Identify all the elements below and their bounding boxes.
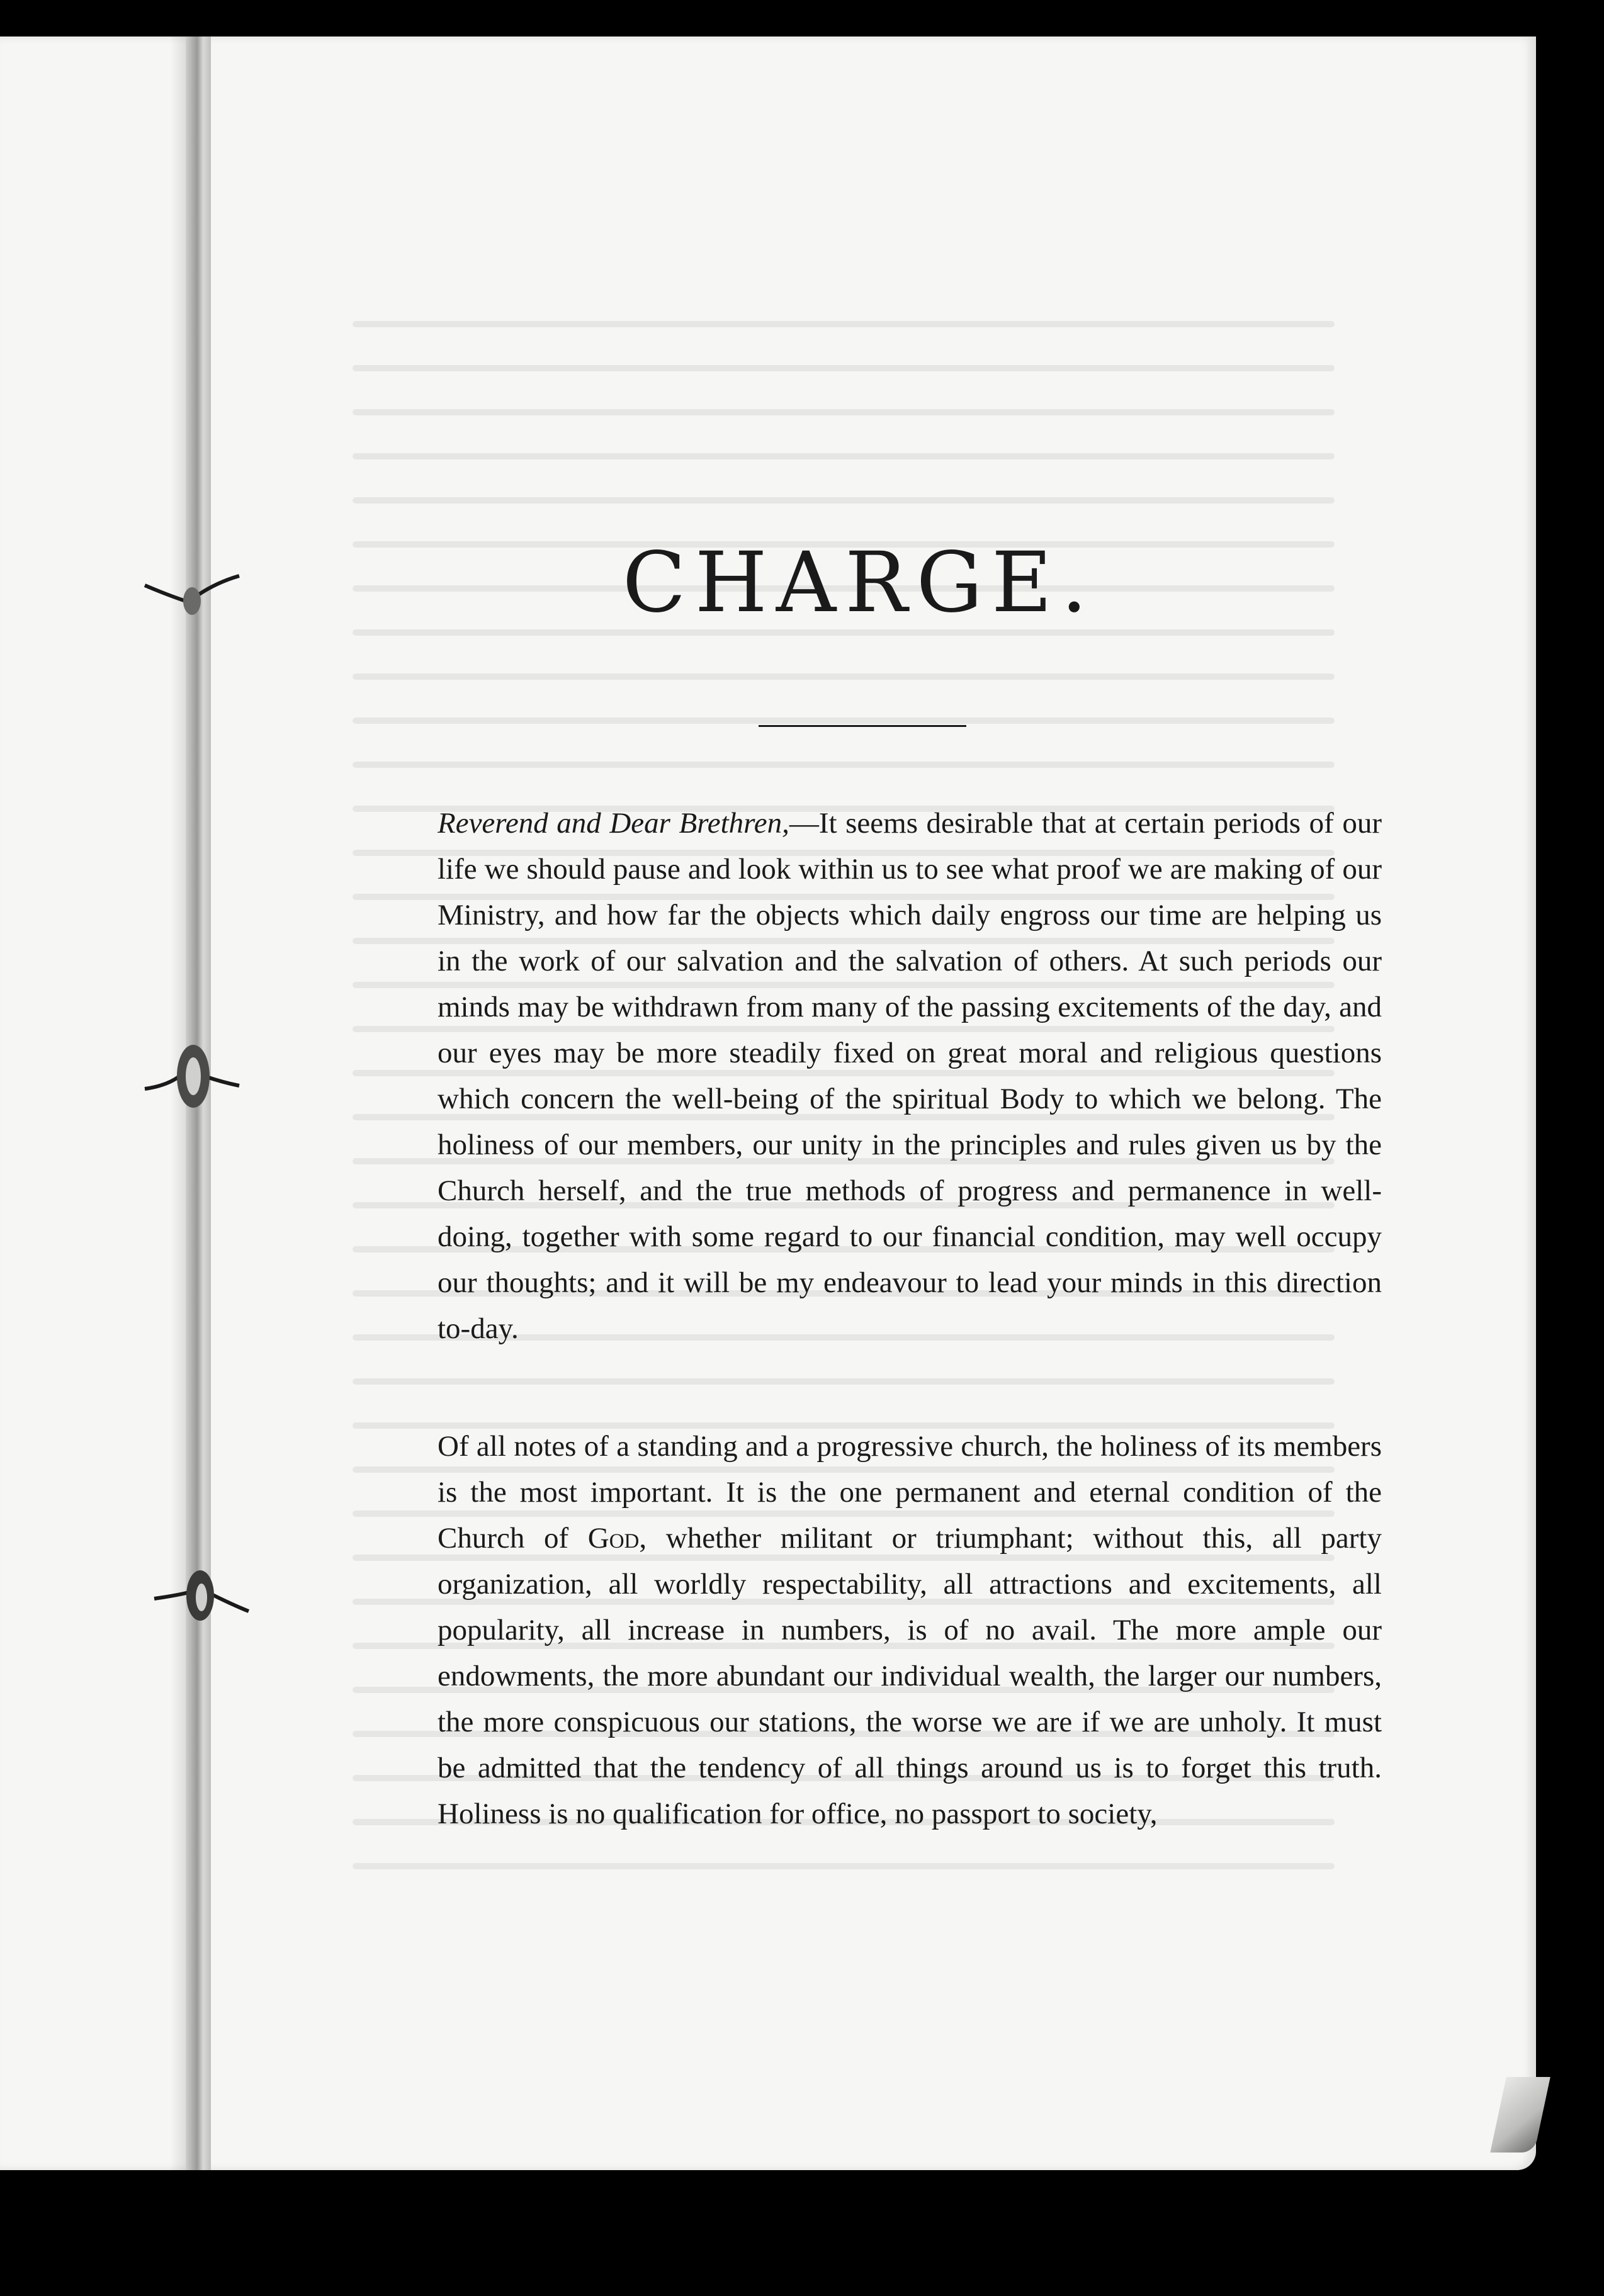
small-caps-word: God bbox=[587, 1522, 640, 1555]
binding-stitch-middle bbox=[142, 1032, 242, 1114]
binding-stitch-bottom bbox=[151, 1561, 252, 1630]
paragraph-2 bbox=[387, 1424, 1382, 1837]
paragraph-2-text-after: , whether militant or triumphant; without this, all party organization, all worldly respectability, all attractions and excitements, all popularity, all increase in numbers, is of no avail. The more ample our endowments, the more abundant our individual wealth, the larger our numbers, the more conspicuous our stations, the worse we are if we are unholy. It must be admitted that the tendency of all things around us is to forget this truth. Holiness is no qualification for office, no passport to society, bbox=[438, 1522, 1382, 1830]
salutation: Reverend and Dear Brethren, bbox=[438, 807, 789, 840]
paragraph-1 bbox=[387, 801, 1382, 1352]
paragraph-1-text: —It seems desirable that at certain periods of our life we should pause and look within us to see what proof we are making of our Ministry, and how far the objects which daily engross our time are helping us in the work of our salvation and the salvation of others. At such periods our minds may be withdrawn from many of the passing excitements of the day, and our eyes may be more steadily fixed on great moral and religious questions which concern the well-being of the spiritual Body to which we belong. The holiness of our members, our unity in the principles and rules given us by the Church herself, and the true methods of progress and permanence in well-doing, together with some regard to our financial condition, may well occupy our thoughts; and it will be my endeavour to lead your minds in this direction to-day. bbox=[438, 807, 1382, 1345]
title-rule bbox=[759, 725, 966, 727]
page-title: CHARGE. bbox=[622, 534, 1097, 631]
binding-stitch-top bbox=[142, 570, 242, 620]
paragraph-2-text-before: Of all notes of a standing and a progressive church, the holiness of its members is the most important. It is the one permanent and eternal condition of the Church of bbox=[438, 1430, 1382, 1555]
